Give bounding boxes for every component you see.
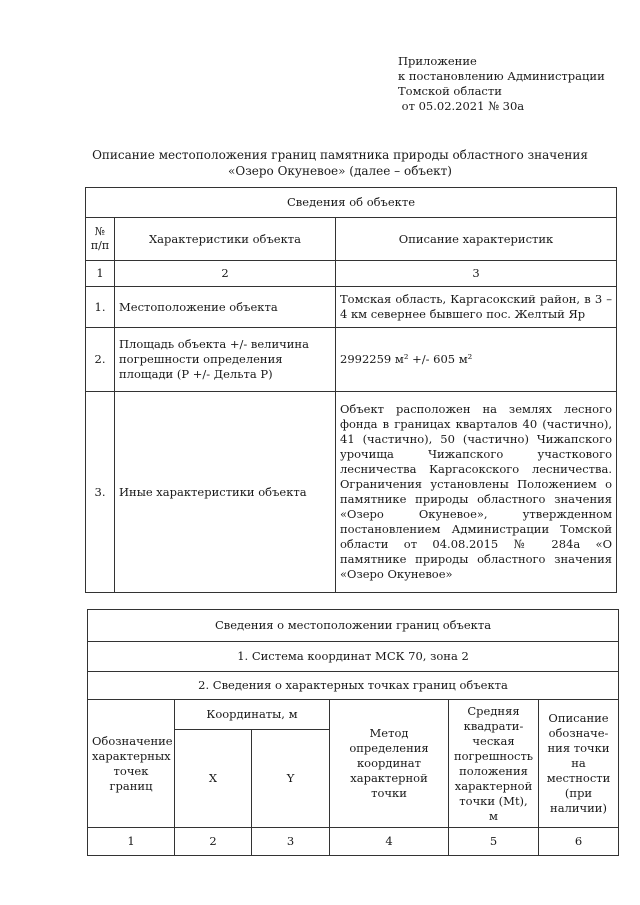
row-desc: Объект расположен на землях лесного фонда в границах кварталов 40 (частично), 41 (частично), 50 (частично) Чижапского урочища Чижапского участкового лесничества Каргасокского лесничества. Ограничения установлены Положением о памятнике природы областного значения «Озеро Окуневое», утвержденном постановлением Администрации Томской области от 04.08.2015 № 284а «О памятнике природы областного значения «Озеро Окуневое»	[336, 392, 617, 593]
index-cell: 2	[175, 828, 252, 856]
col-header-x: X	[175, 730, 252, 828]
row-num: 3.	[86, 392, 115, 593]
row-num: 1.	[86, 287, 115, 328]
annex-line-2: к постановлению Администрации	[398, 69, 605, 83]
row-char: Местоположение объекта	[115, 287, 336, 328]
row-desc: Томская область, Каргасокский район, в 3 – 4 км севернее бывшего пос. Желтый Яр	[336, 287, 617, 328]
document-title	[60, 147, 620, 179]
row-num: 2.	[86, 328, 115, 392]
index-cell: 2	[115, 261, 336, 287]
object-info-table	[85, 187, 617, 593]
col-header-char: Характеристики объекта	[115, 218, 336, 261]
table-row	[86, 328, 617, 392]
col-header-method: Метод определения координат характерной точки	[330, 700, 449, 828]
col-header-description: Описание обозначе-ния точки на местности (при наличии)	[539, 700, 619, 828]
col-header-designation: Обозначение характерных точек границ	[88, 700, 175, 828]
location-info-table	[87, 609, 619, 856]
col-header-num: № п/п	[86, 218, 115, 261]
row-char: Иные характеристики объекта	[115, 392, 336, 593]
annex-line-3: Томской области	[398, 84, 502, 98]
table-row	[86, 287, 617, 328]
index-cell: 4	[330, 828, 449, 856]
index-cell: 3	[336, 261, 617, 287]
index-cell: 1	[88, 828, 175, 856]
index-cell: 1	[86, 261, 115, 287]
coordinate-system: 1. Система координат МСК 70, зона 2	[88, 642, 619, 672]
title-line-1: Описание местоположения границ памятника природы областного значения	[92, 148, 588, 162]
col-header-desc: Описание характеристик	[336, 218, 617, 261]
annex-line-1: Приложение	[398, 54, 477, 68]
row-char: Площадь объекта +/- величина погрешности определения площади (P +/- Дельта P)	[115, 328, 336, 392]
index-cell: 6	[539, 828, 619, 856]
annex-line-4: от 05.02.2021 № 30а	[398, 99, 525, 113]
title-line-2: «Озеро Окуневое» (далее – объект)	[228, 164, 452, 178]
points-section-title: 2. Сведения о характерных точках границ объекта	[88, 672, 619, 700]
col-header-error: Средняя квадрати-ческая погрешность положения характерной точки (Mt), м	[449, 700, 539, 828]
col-header-y: Y	[252, 730, 330, 828]
index-cell: 5	[449, 828, 539, 856]
row-desc: 2992259 м² +/- 605 м²	[336, 328, 617, 392]
location-section-title: Сведения о местоположении границ объекта	[88, 610, 619, 642]
table-row	[86, 392, 617, 593]
annex-block	[398, 54, 628, 114]
index-cell: 3	[252, 828, 330, 856]
col-header-coords: Координаты, м	[175, 700, 330, 730]
object-info-section-title: Сведения об объекте	[86, 188, 617, 218]
